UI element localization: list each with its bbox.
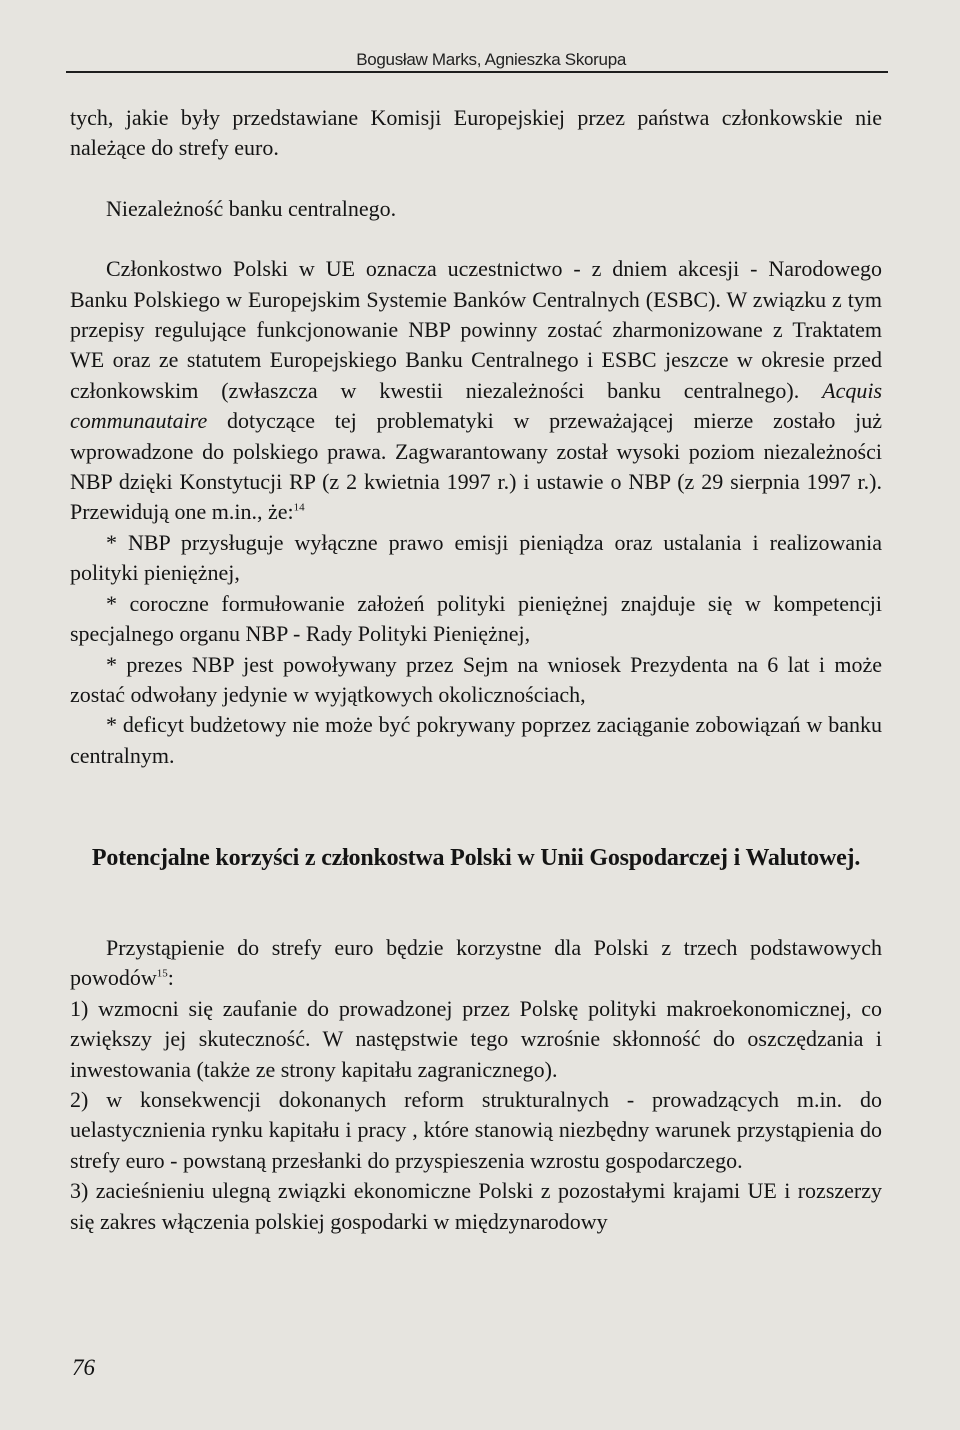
- running-head: Bogusław Marks, Agnieszka Skorupa: [356, 50, 626, 69]
- body-text-lower: [70, 933, 882, 1237]
- benefit-item-2: 2) w konsekwencji dokonanych reform strukturalnych - prowadzących m.in. do uelastycznienia rynku kapitału i pracy , które stanowią niezbędny warunek przystąpienia do strefy euro - powstaną przesłanki do przyspieszenia wzrostu gospodarczego.: [70, 1087, 882, 1173]
- footnote-ref-15[interactable]: 15: [156, 968, 168, 981]
- benefits-intro-text: Przystąpienie do strefy euro będzie korzystne dla Polski z trzech podstawowych powodów: [70, 935, 882, 991]
- paragraph-membership-text: Członkostwo Polski w UE oznacza uczestnictwo - z dniem akcesji - Narodowego Banku Polskiego w Europejskim Systemie Banków Centralnych (ESBC). W związku z tym przepisy regulujące funkcjonowanie NBP powinny zostać zharmonizowane z Traktatem WE oraz ze statutem Europejskiego Banku Centralnego i ESBC jeszcze w okresie przed członkowskim (zwłaszcza w kwestii niezależności banku centralnego).: [70, 256, 882, 403]
- paragraph-gap: [70, 164, 882, 194]
- paragraph-membership-cont: dotyczące tej problematyki w przeważającej mierze zostało już wprowadzone do polskiego prawa. Zagwarantowany został wysoki poziom niezależności NBP dzięki Konstytucji RP (z 2 kwietnia 1997 r.) i ustawie o NBP (z 29 sierpnia 1997 r.). Przewidują one m.in., że:: [70, 408, 882, 525]
- paragraph-benefits-intro: [70, 933, 882, 994]
- acquis-italic: Acquis communautaire: [70, 377, 883, 434]
- page-number: 76: [72, 1355, 95, 1380]
- paragraph-membership: [70, 254, 882, 528]
- bullet-item-1: * NBP przysługuje wyłączne prawo emisji pieniądza oraz ustalania i realizowania polityki pieniężnej,: [70, 529, 882, 586]
- benefit-item-1: 1) wzmocni się zaufanie do prowadzonej przez Polskę polityki makroekonomicznej, co zwiększy jej skuteczność. W następstwie tego wzrośnie skłonność do oszczędzania i inwestowania (także ze strony kapitału zagranicznego).: [70, 995, 882, 1082]
- footnote-ref-14[interactable]: 14: [293, 502, 305, 515]
- paragraph-gap: [70, 224, 882, 254]
- paragraph-continuation: tych, jakie były przedstawiane Komisji Europejskiej przez państwa członkowskie nie należące do strefy euro.: [70, 105, 882, 161]
- section-heading: Potencjalne korzyści z członkostwa Polski w Unii Gospodarczej i Walutowej.: [91, 845, 861, 871]
- subheading-independence: Niezależność banku centralnego.: [106, 195, 397, 221]
- header-rule: [66, 71, 888, 73]
- bullet-item-3: * prezes NBP jest powoływany przez Sejm na wniosek Prezydenta na 6 lat i może zostać odwołany jedynie w wyjątkowych okolicznościach,: [70, 651, 882, 707]
- benefits-intro-tail: :: [167, 965, 174, 991]
- benefit-item-3: 3) zacieśnieniu ulegną związki ekonomiczne Polski z pozostałymi krajami UE i rozszerzy się zakres włączenia polskiej gospodarki w międzynarodowy: [70, 1178, 882, 1234]
- body-text-upper: [70, 103, 882, 771]
- bullet-item-2: * coroczne formułowanie założeń polityki pieniężnej znajduje się w kompetencji specjalnego organu NBP - Rady Polityki Pieniężnej,: [70, 590, 882, 647]
- bullet-item-4: * deficyt budżetowy nie może być pokrywany poprzez zaciąganie zobowiązań w banku centralnym.: [70, 712, 882, 768]
